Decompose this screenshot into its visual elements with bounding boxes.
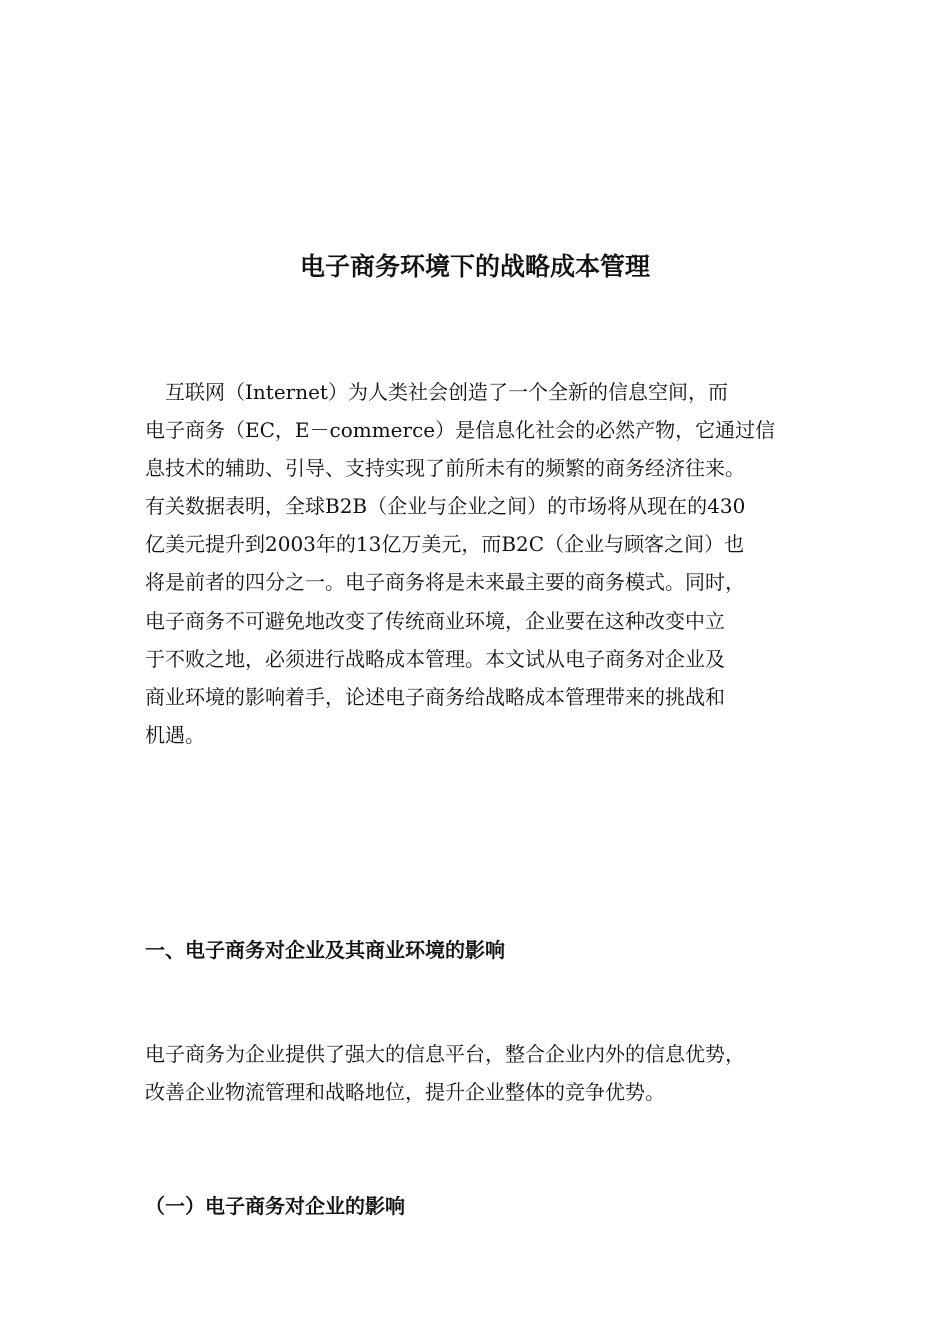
paragraph-line: 于不败之地，必须进行战略成本管理。本文试从电子商务对企业及 xyxy=(145,646,725,671)
section-heading: 一、电子商务对企业及其商业环境的影响 xyxy=(145,938,505,962)
paragraph-line: 商业环境的影响着手，论述电子商务给战略成本管理带来的挑战和 xyxy=(145,684,725,709)
paragraph-line: 亿美元提升到2003年的13亿万美元，而B2C（企业与顾客之间）也 xyxy=(145,532,745,557)
section1-paragraph xyxy=(145,1035,815,1111)
intro-paragraph xyxy=(145,373,815,754)
paragraph-line: 电子商务不可避免地改变了传统商业环境，企业要在这种改变中立 xyxy=(145,608,725,633)
paragraph-line: 机遇。 xyxy=(145,722,205,747)
subsection-heading: （一）电子商务对企业的影响 xyxy=(145,1194,405,1218)
paragraph-line: 电子商务为企业提供了强大的信息平台，整合企业内外的信息优势， xyxy=(145,1042,745,1066)
paragraph-line: 将是前者的四分之一。电子商务将是未来最主要的商务模式。同时， xyxy=(145,570,745,595)
paragraph-line: 电子商务（EC，E－commerce）是信息化社会的必然产物，它通过信 xyxy=(145,418,776,443)
paragraph-line: 息技术的辅助、引导、支持实现了前所未有的频繁的商务经济往来。 xyxy=(145,456,745,481)
paragraph-line: 互联网（Internet）为人类社会创造了一个全新的信息空间，而 xyxy=(165,380,728,404)
document-title: 电子商务环境下的战略成本管理 xyxy=(299,252,650,281)
paragraph-line: 有关数据表明，全球B2B（企业与企业之间）的市场将从现在的430 xyxy=(145,494,746,519)
paragraph-line: 改善企业物流管理和战略地位，提升企业整体的竞争优势。 xyxy=(145,1080,665,1105)
